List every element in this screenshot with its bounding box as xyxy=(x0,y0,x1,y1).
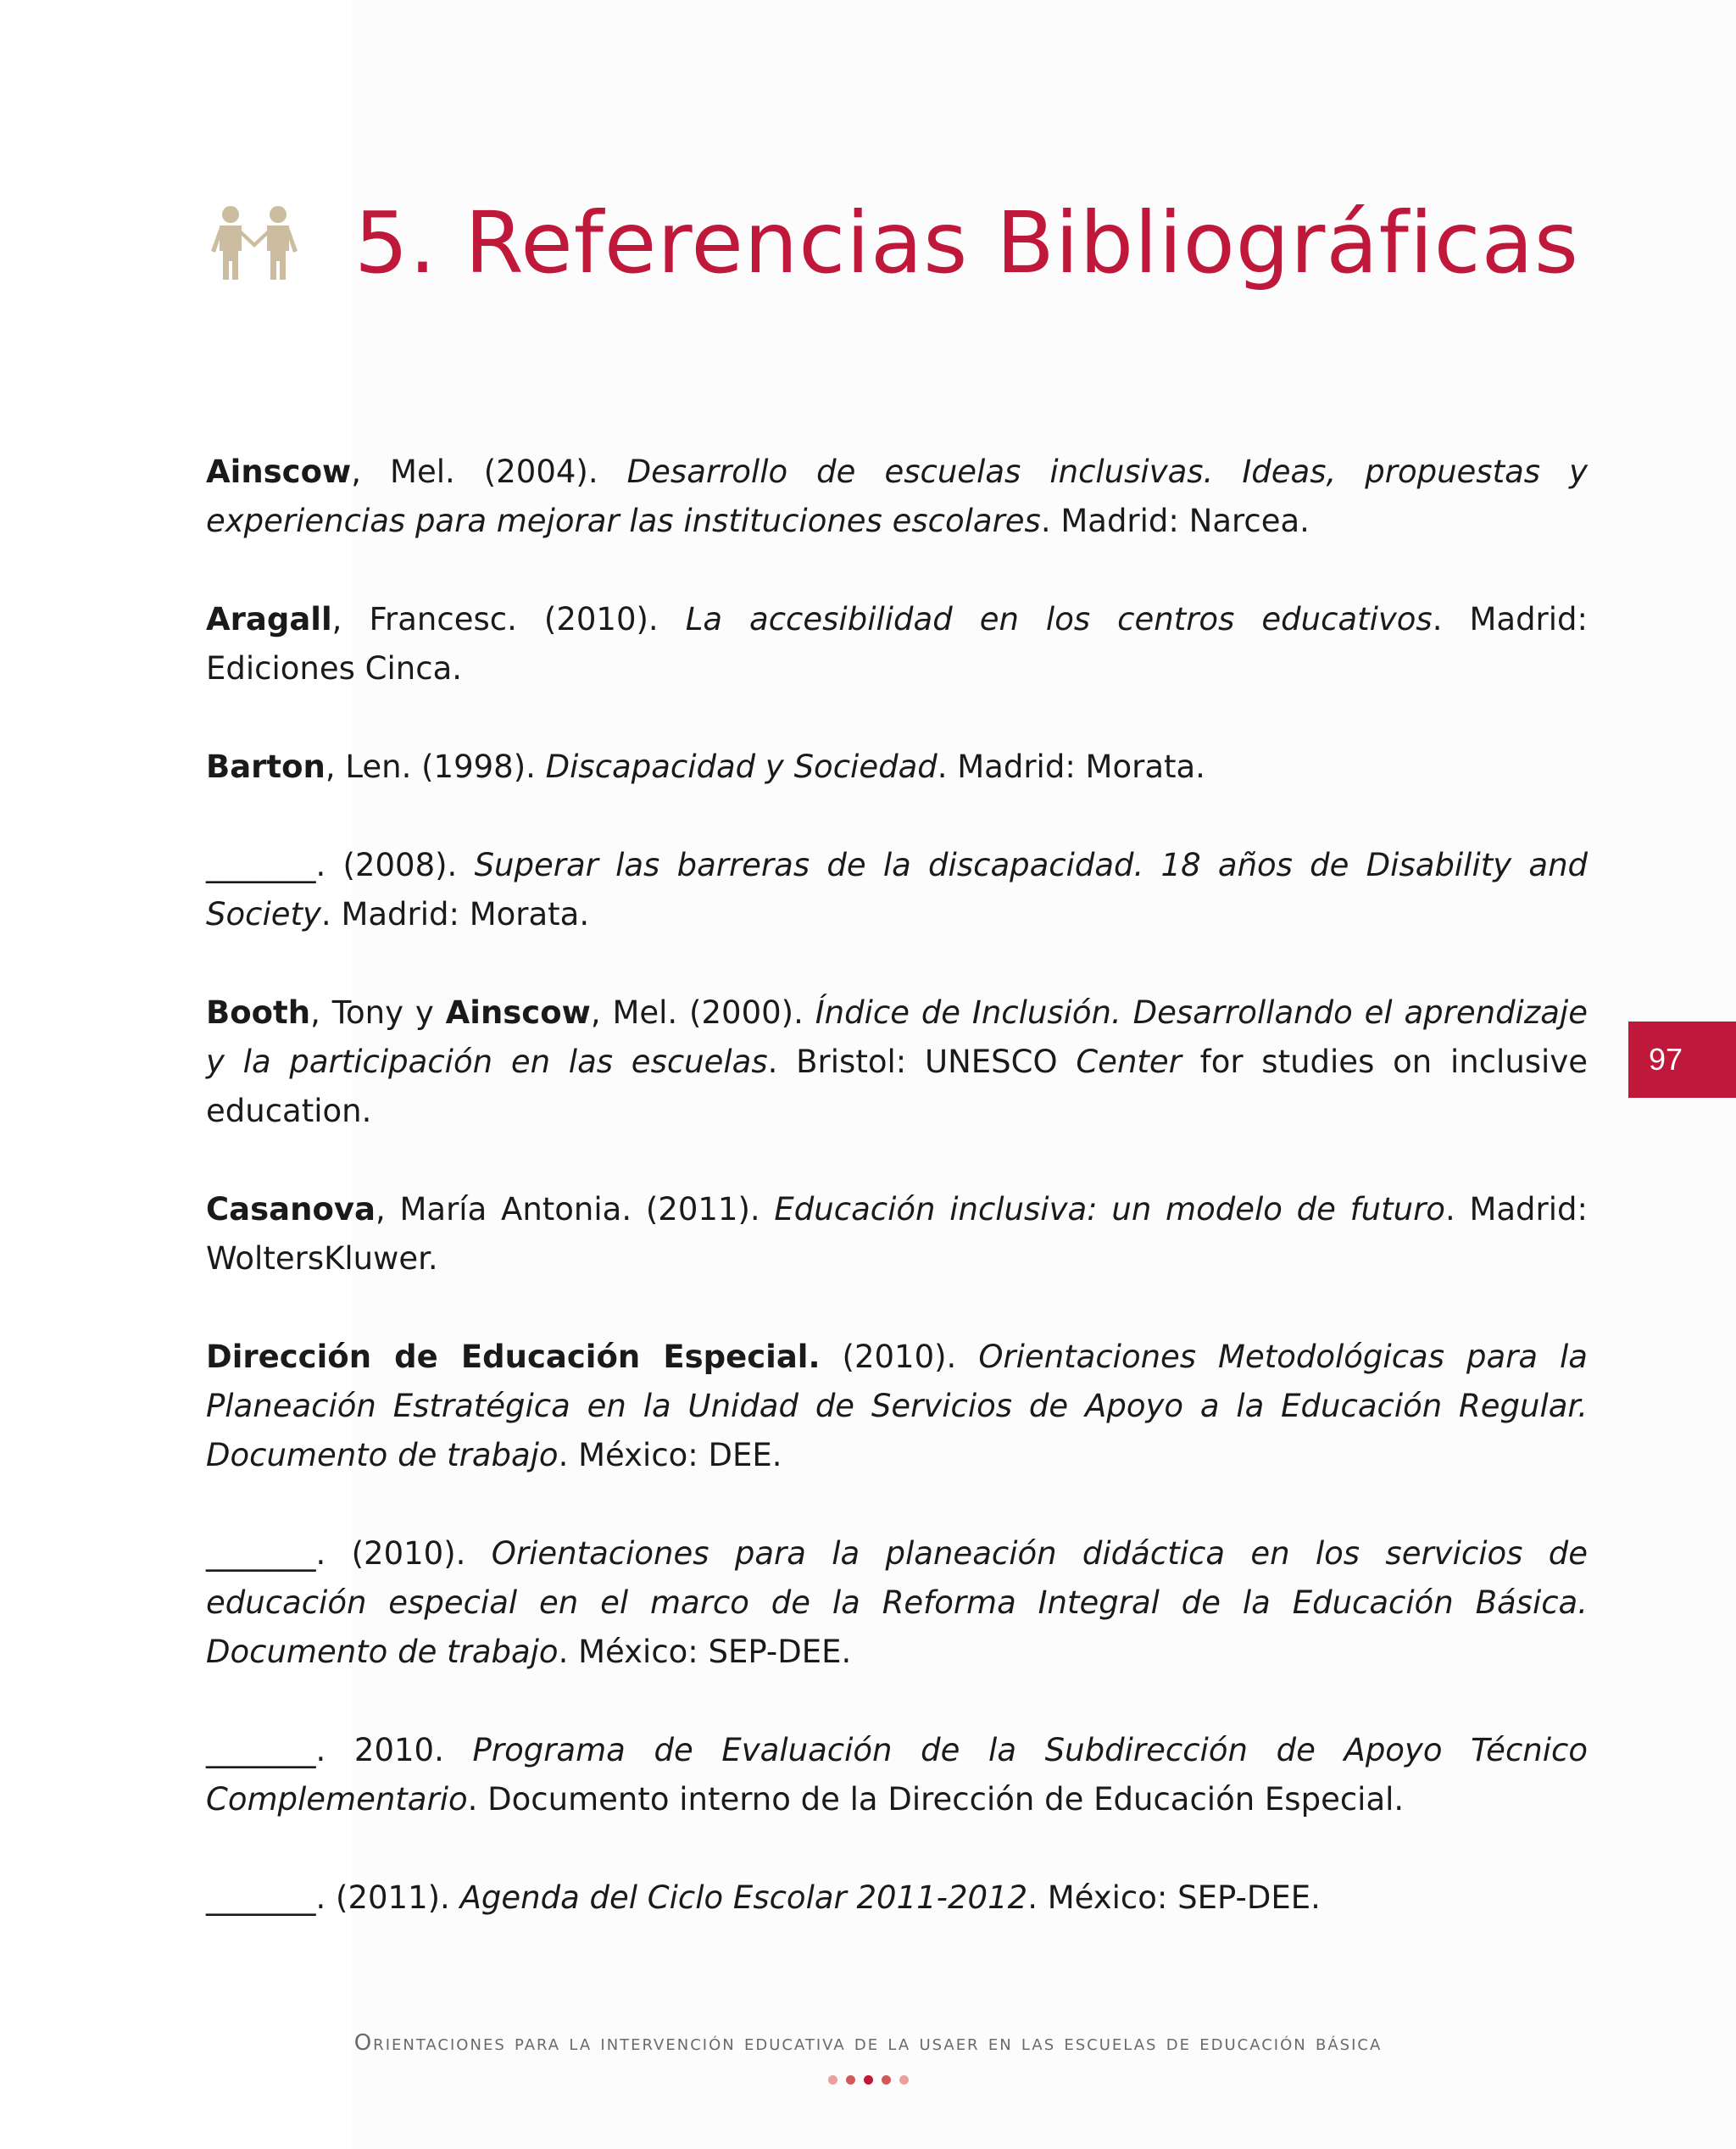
reference-title: Índice de Inclusión. Desarrollando el aprendizaje y la participación en las escuelas xyxy=(206,994,1588,1080)
footer-title: Orientaciones para la intervención educativa de la usaer en las escuelas de educación básica xyxy=(353,2030,1383,2056)
reference-author: Barton xyxy=(206,749,326,785)
reference-text: . Madrid: Morata. xyxy=(937,749,1205,785)
reference-text: , Mel. (2004). xyxy=(351,454,627,490)
reference-text: (2010). xyxy=(820,1339,979,1375)
reference-author: Ainscow xyxy=(206,454,352,490)
reference-title: Superar las barreras de la discapacidad. 18 años de Disability and Society xyxy=(206,847,1588,933)
people-icon xyxy=(206,205,303,280)
footer-dot xyxy=(846,2075,855,2085)
reference-title: Agenda del Ciclo Escolar 2011-2012 xyxy=(459,1879,1028,1916)
reference-text: _______. (2010). xyxy=(206,1535,492,1572)
reference-text: _______. 2010. xyxy=(206,1732,473,1768)
reference-list xyxy=(206,448,1588,1972)
reference-text: , Tony y xyxy=(310,994,446,1031)
reference-entry xyxy=(206,841,1588,939)
footer-dot xyxy=(864,2075,873,2085)
reference-entry xyxy=(206,743,1588,792)
footer-dot xyxy=(828,2075,837,2085)
reference-title: Programa de Evaluación de la Subdirección de Apoyo Técnico Complementario xyxy=(206,1732,1588,1818)
page-number-tab: 97 xyxy=(1628,1022,1736,1098)
reference-title: La accesibilidad en los centros educativos xyxy=(685,601,1433,637)
reference-text: . Documento interno de la Dirección de Educación Especial. xyxy=(467,1781,1405,1818)
reference-text: . Madrid: Ediciones Cinca. xyxy=(206,601,1588,687)
reference-text: . Madrid: WoltersKluwer. xyxy=(206,1191,1588,1277)
reference-text: . México: DEE. xyxy=(558,1437,782,1473)
reference-text: _______. (2011). xyxy=(206,1879,460,1916)
reference-text: . Madrid: Morata. xyxy=(320,896,590,933)
reference-author: Aragall xyxy=(206,601,332,637)
reference-title: Center xyxy=(1076,1044,1182,1080)
reference-entry xyxy=(206,988,1588,1136)
reference-text: , Francesc. (2010). xyxy=(331,601,686,637)
reference-text: , Len. (1998). xyxy=(325,749,546,785)
reference-entry xyxy=(206,1873,1588,1923)
reference-entry xyxy=(206,1529,1588,1677)
reference-entry xyxy=(206,1726,1588,1824)
reference-author: Dirección de Educación Especial. xyxy=(206,1339,821,1375)
reference-author: Booth xyxy=(206,994,311,1031)
reference-text: . México: SEP-DEE. xyxy=(1027,1879,1321,1916)
reference-entry xyxy=(206,1185,1588,1283)
page-title: 5. Referencias Bibliográficas xyxy=(354,193,1580,292)
reference-author: Ainscow xyxy=(445,994,591,1031)
reference-text: . Madrid: Narcea. xyxy=(1040,503,1310,539)
footer-dot xyxy=(882,2075,891,2085)
reference-title: Orientaciones Metodológicas para la Planeación Estratégica en la Unidad de Servicios de Apoyo a la Educación Regular. Documento de trabajo xyxy=(206,1339,1588,1473)
reference-text: . México: SEP-DEE. xyxy=(558,1634,852,1670)
reference-entry xyxy=(206,595,1588,693)
reference-title: Educación inclusiva: un modelo de futuro xyxy=(774,1191,1445,1228)
reference-author: Casanova xyxy=(206,1191,376,1228)
reference-title: Discapacidad y Sociedad xyxy=(545,749,938,785)
reference-text: . Bristol: UNESCO xyxy=(767,1044,1077,1080)
reference-entry xyxy=(206,1333,1588,1480)
reference-entry xyxy=(206,448,1588,546)
reference-text: _______. (2008). xyxy=(206,847,475,883)
footer-dots xyxy=(0,2075,1736,2085)
footer-dot xyxy=(899,2075,909,2085)
reference-text: , María Antonia. (2011). xyxy=(375,1191,775,1228)
reference-text: for studies on inclusive education. xyxy=(206,1044,1589,1129)
reference-title: Orientaciones para la planeación didáctica en los servicios de educación especial en el marco de la Reforma Integral de la Educación Básica. Documento de trabajo xyxy=(206,1535,1588,1670)
reference-text: , Mel. (2000). xyxy=(590,994,815,1031)
reference-title: Desarrollo de escuelas inclusivas. Ideas, propuestas y experiencias para mejorar las instituciones escolares xyxy=(206,454,1588,539)
